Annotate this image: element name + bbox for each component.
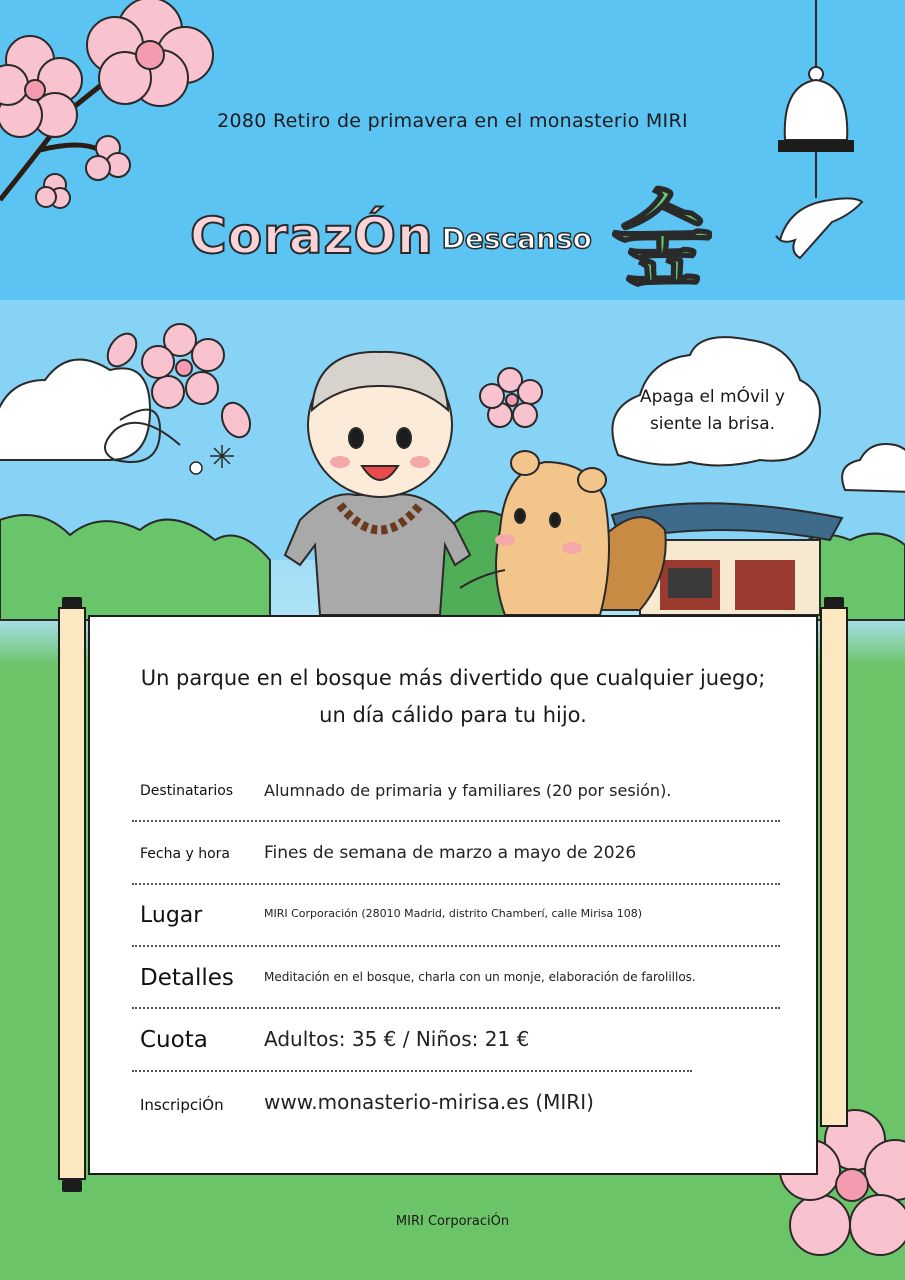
footer-organizer: MIRI CorporaciÓn (395, 1214, 510, 1229)
scroll-cap-bottom-left (62, 1180, 82, 1192)
tagline-line-1: Un parque en el bosque más divertido que cualquier juego; (140, 666, 766, 690)
info-row-place (132, 895, 780, 947)
row-label: Fecha y hora (140, 846, 231, 862)
slogan-line-2: siente la brisa. (649, 414, 776, 434)
svg-text:숲: 숲 (612, 178, 712, 300)
row-label: Detalles (140, 965, 234, 991)
slogan-line-1: Apaga el mÓvil y (640, 387, 785, 407)
row-value: Alumnado de primaria y familiares (20 por sesión). (264, 781, 672, 800)
row-value: Fines de semana de marzo a mayo de 2026 (264, 843, 637, 863)
row-label: Destinatarios (140, 783, 234, 799)
row-label: Cuota (140, 1027, 208, 1053)
row-label: Lugar (140, 903, 203, 928)
row-value: Adultos: 35 € / Niños: 21 € (264, 1027, 530, 1051)
scroll-rod-right (820, 607, 848, 1127)
scroll-rod-left (58, 607, 86, 1180)
slogan-bubble (620, 384, 805, 438)
info-row-details (132, 957, 780, 1009)
title-main: CorazÓn (190, 207, 434, 265)
dot-icon (190, 462, 202, 474)
row-label: InscripciÓn (140, 1096, 224, 1114)
event-subtitle: 2080 Retiro de primavera en el monasterio MIRI (217, 110, 688, 132)
info-row-recipients (132, 770, 780, 822)
row-value: Meditación en el bosque, charla con un monje, elaboración de farolillos. (264, 970, 696, 984)
title-second: Descanso (441, 222, 592, 255)
page-title (190, 196, 592, 266)
info-row-date (132, 833, 780, 885)
tagline-line-2: un día cálido para tu hijo. (319, 703, 587, 727)
signup-link[interactable]: www.monasterio-mirisa.es (MIRI) (264, 1090, 594, 1114)
info-row-signup (132, 1085, 780, 1125)
row-value: MIRI Corporación (28010 Madrid, distrito Chamberí, calle Mirisa 108) (264, 907, 643, 920)
title-glyph-icon (612, 160, 712, 300)
info-row-fee (132, 1020, 692, 1072)
